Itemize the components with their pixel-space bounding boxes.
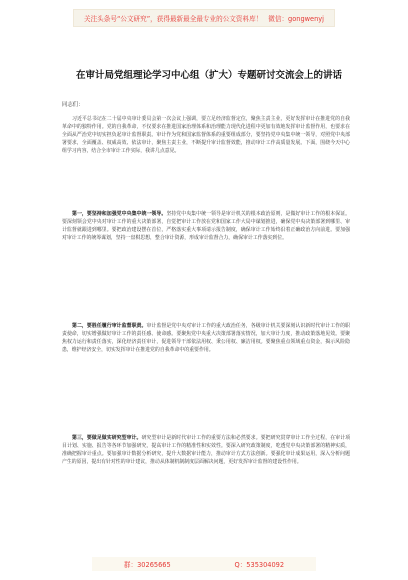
footer-qq-number: Q：535304092 bbox=[234, 561, 285, 569]
paragraph-text: 审计监督是党中央对审计工作的重大政治任务，各级审计机关要深刻认识新时代审计工作的职责使命，切实增强做好审计工作的责任感、使命感。要聚焦党中央重大决策部署落实情况，加大审计力度，推动政策落地见效。要聚焦权力运行和责任落实，深化经济责任审计，促进领导干部依法用权、秉公用权、廉洁用权。要聚焦重点领域重点资金，揭示风险隐患，维护经济安全，切实发挥审计在推进党的自我革命中的重要作用。 bbox=[62, 323, 350, 354]
footer-contact-bar bbox=[92, 557, 316, 571]
paragraph-point-3 bbox=[62, 434, 350, 466]
header-banner bbox=[73, 9, 335, 27]
salutation: 同志们： bbox=[62, 102, 84, 108]
footer-group-number: 群：30265665 bbox=[123, 561, 171, 569]
paragraph-point-2 bbox=[62, 322, 350, 354]
paragraph-text: 习近平总书记在二十届中央审计委员会第一次会议上强调，要立足经济监督定位，聚焦主责主业，更好发挥审计在推进党的自我革命中的独特作用。党的自我革命，不仅要求在推进国家治理体系和治理能力现代化进程中更加有效地发挥审计监督作用，也要求在全面从严治党中切实担负起审计监督职责。审计作为党和国家监督体系的重要组成部分，要坚持党中央集中统一领导，对照党中央部署要求，全面覆盖、权威高效、依法审计，聚焦主责主业，不断提升审计监督效能，推动审计工作高质量发展。下面，围绕今天中心组学习内容，结合全市审计工作实际，我讲几点意见。 bbox=[62, 116, 350, 155]
paragraph-lead: 第一，要坚持和加强党中央集中统一领导。 bbox=[72, 211, 167, 217]
paragraph-point-1 bbox=[62, 210, 350, 242]
paragraph-lead: 第三，要做足做实研究型审计。 bbox=[72, 435, 142, 441]
banner-before-text: 关注头条号“公文研究”，获得最新最全最专业的公文资料库！ bbox=[83, 15, 263, 23]
paragraph-text: 研究型审计是新时代审计工作的重要方法和必然要求。要把研究贯穿审计工作全过程，在审计项目计划、实施、报告等各环节加强研究，提高审计工作的精准性和实效性。要深入研究政策制度，吃透党中央决策部署的精神实质，准确把握审计重点。要加强审计数据分析研究，提升大数据审计能力，推动审计方式方法创新。要强化审计成果运用，深入分析问题产生的原因，提出有针对性的审计建议，推动从体制机制制度层面解决问题，更好发挥审计监督的建设性作用。 bbox=[62, 435, 350, 466]
banner-after-text: 微信：gongwenyj bbox=[268, 15, 324, 23]
paragraph-lead: 第二，要胜任履行审计监督职责。 bbox=[72, 323, 147, 329]
document-title: 在审计局党组理论学习中心组（扩大）专题研讨交流会上的讲话 bbox=[75, 70, 342, 81]
paragraph-text: 坚持党中央集中统一领导是审计机关的根本政治原则，是做好审计工作的根本保证。要深刻领会党中央对审计工作的重大决策部署，自觉把审计工作放在党和国家工作大局中谋划推进，确保党中央决策部署到哪里、审计监督就跟进到哪里。要把政治建设摆在首位，严格落实重大事项请示报告制度，确保审计工作始终沿着正确政治方向前进。要加强对审计工作的统筹谋划，坚持一盘棋思想，整合审计资源，形成审计监督合力，确保审计工作落实到位。 bbox=[62, 211, 350, 242]
paragraph-intro bbox=[62, 115, 350, 155]
